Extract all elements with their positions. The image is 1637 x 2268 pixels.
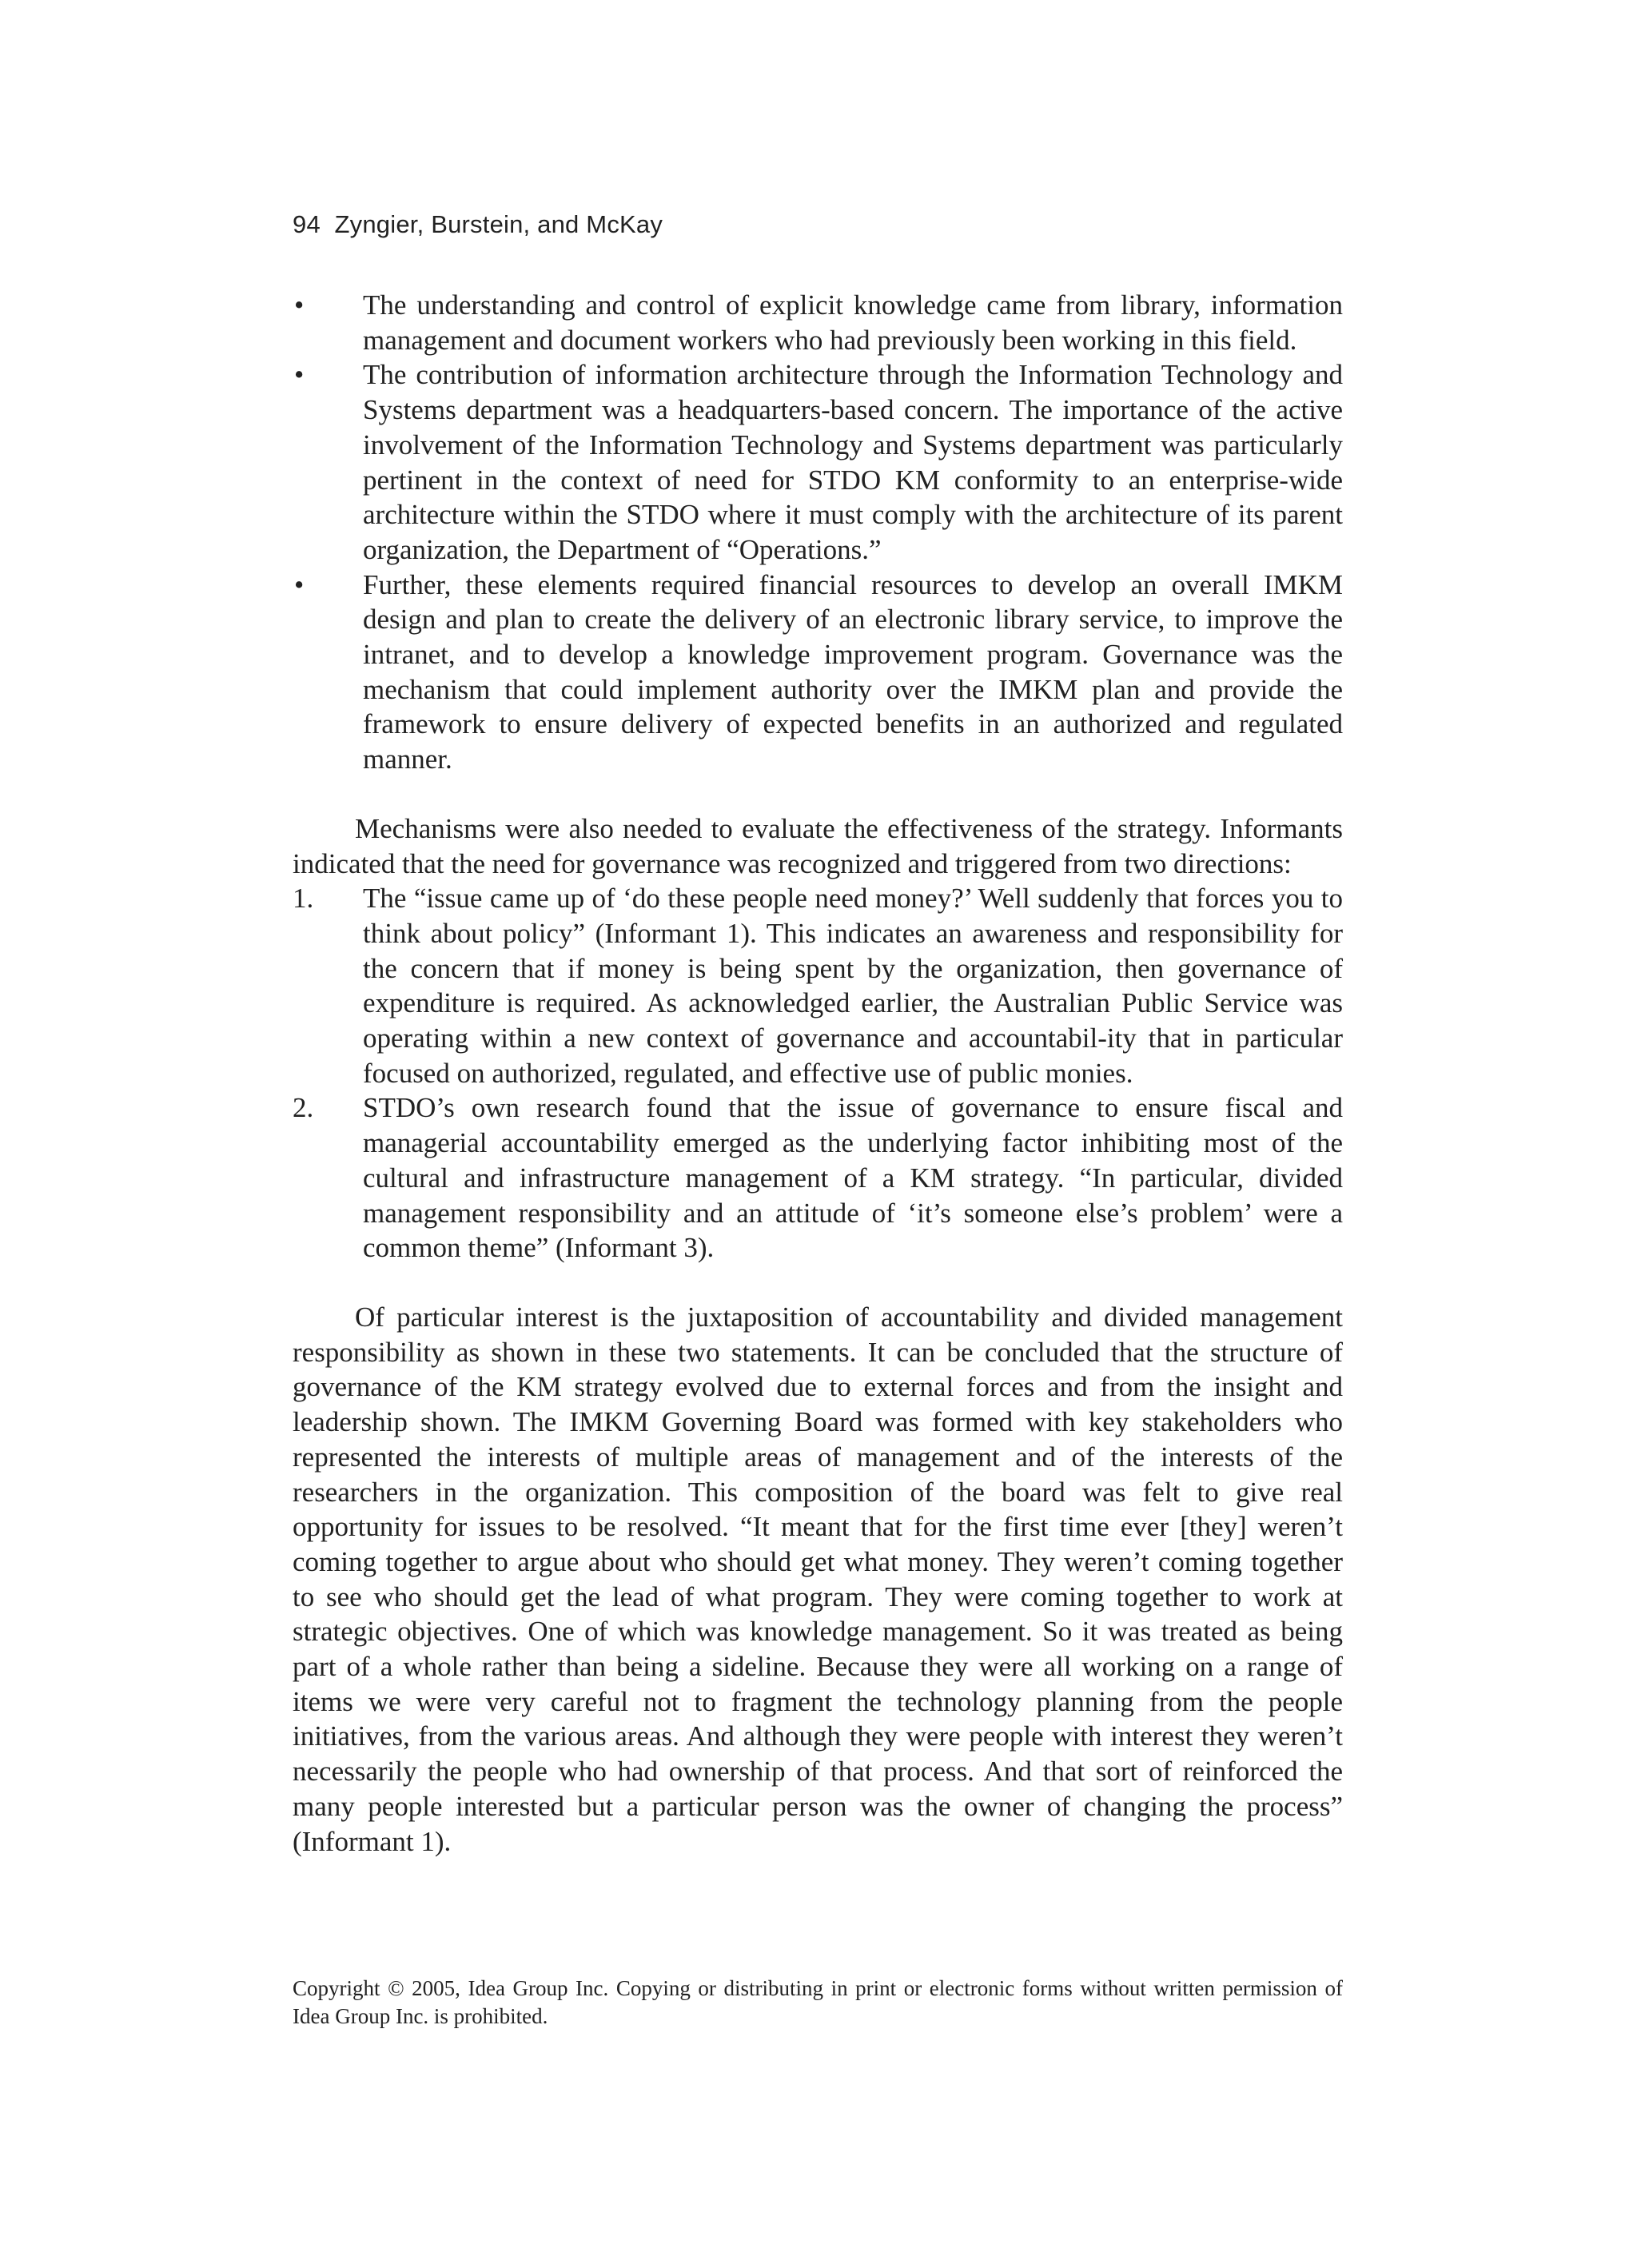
number-marker: 1. — [293, 883, 314, 915]
numbered-item — [293, 881, 1343, 1090]
main-text — [293, 288, 1343, 1859]
copyright-footer — [293, 1975, 1343, 2031]
bullet-item — [293, 357, 1343, 567]
bullet-item — [293, 288, 1343, 357]
bullet-text: The contribution of information architecture through the Information Technology and Systems department was a headquarters-based concern. The importance of the active involvement of the Information Technology and Systems department was particularly pertinent in the context of need for STDO KM conformity to an enterprise-wide architecture within the STDO where it must comply with the architecture of its parent organization, the Department of “Operations.” — [363, 359, 1343, 565]
numbered-item — [293, 1090, 1343, 1266]
page-number: 94 — [293, 210, 321, 238]
numbered-text: The “issue came up of ‘do these people need money?’ Well suddenly that forces you to think about policy” (Informant 1). This indicates an awareness and responsibility for the concern that if money is being spent by the organization, then governance of expenditure is required. As acknowledged earlier, the Australian Public Service was operating within a new context of governance and accountabil-ity that in particular focused on authorized, regulated, and effective use of public monies. — [363, 883, 1343, 1089]
bullet-text: Further, these elements required financial resources to develop an overall IMKM design and plan to create the delivery of an electronic library service, to improve the intranet, and to develop a knowledge improvement program. Governance was the mechanism that could implement authority over the IMKM plan and provide the framework to ensure delivery of expected benefits in an authorized and regulated manner. — [363, 568, 1343, 775]
bullet-text: The understanding and control of explicit knowledge came from library, information management and document workers who had previously been working in this field. — [363, 289, 1343, 356]
paragraph: Mechanisms were also needed to evaluate the effectiveness of the strategy. Informants indicated that the need for governance was recognized and triggered from two directions: — [293, 812, 1343, 879]
paragraph: Of particular interest is the juxtaposition of accountability and divided management responsibility as shown in these two statements. It can be concluded that the structure of governance of the KM strategy evolved due to external forces and from the insight and leadership shown. The IMKM Governing Board was formed with key stakeholders who represented the interests of multiple areas of management and of the interests of the researchers in the organization. This composition of the board was felt to give real opportunity for issues to be resolved. “It meant that for the first time ever [they] weren’t coming together to argue about who should get what money. They weren’t coming together to see who should get the lead of what program. They were coming together to work at strategic objectives. One of which was knowledge management. So it was treated as being part of a whole rather than being a sideline. Because they were all working on a range of items we were very careful not to fragment the technology planning from the people initiatives, from the various areas. And although they were people with interest they weren’t necessarily the people who had ownership of that process. And that sort of reinforced the many people interested but a particular person was the owner of changing the process” (Informant 1). — [293, 1301, 1343, 1857]
copyright-notice: Copyright © 2005, Idea Group Inc. Copying or distributing in print or electronic forms without written permission of Idea Group Inc. is prohibited. — [293, 1976, 1343, 2028]
header-authors: Zyngier, Burstein, and McKay — [334, 210, 663, 238]
bullet-marker: • — [294, 568, 305, 600]
running-header — [293, 210, 663, 239]
bullet-marker: • — [294, 289, 305, 321]
bullet-item — [293, 568, 1343, 777]
numbered-text: STDO’s own research found that the issue of governance to ensure fiscal and managerial accountability emerged as the underlying factor inhibiting most of the cultural and infrastructure management of a KM strategy. “In particular, divided management responsibility and an attitude of ‘it’s someone else’s problem’ were a common theme” (Informant 3). — [363, 1092, 1343, 1264]
bullet-list — [293, 288, 1343, 777]
number-marker: 2. — [293, 1092, 314, 1124]
bullet-marker: • — [294, 359, 305, 391]
numbered-list — [293, 881, 1343, 1266]
